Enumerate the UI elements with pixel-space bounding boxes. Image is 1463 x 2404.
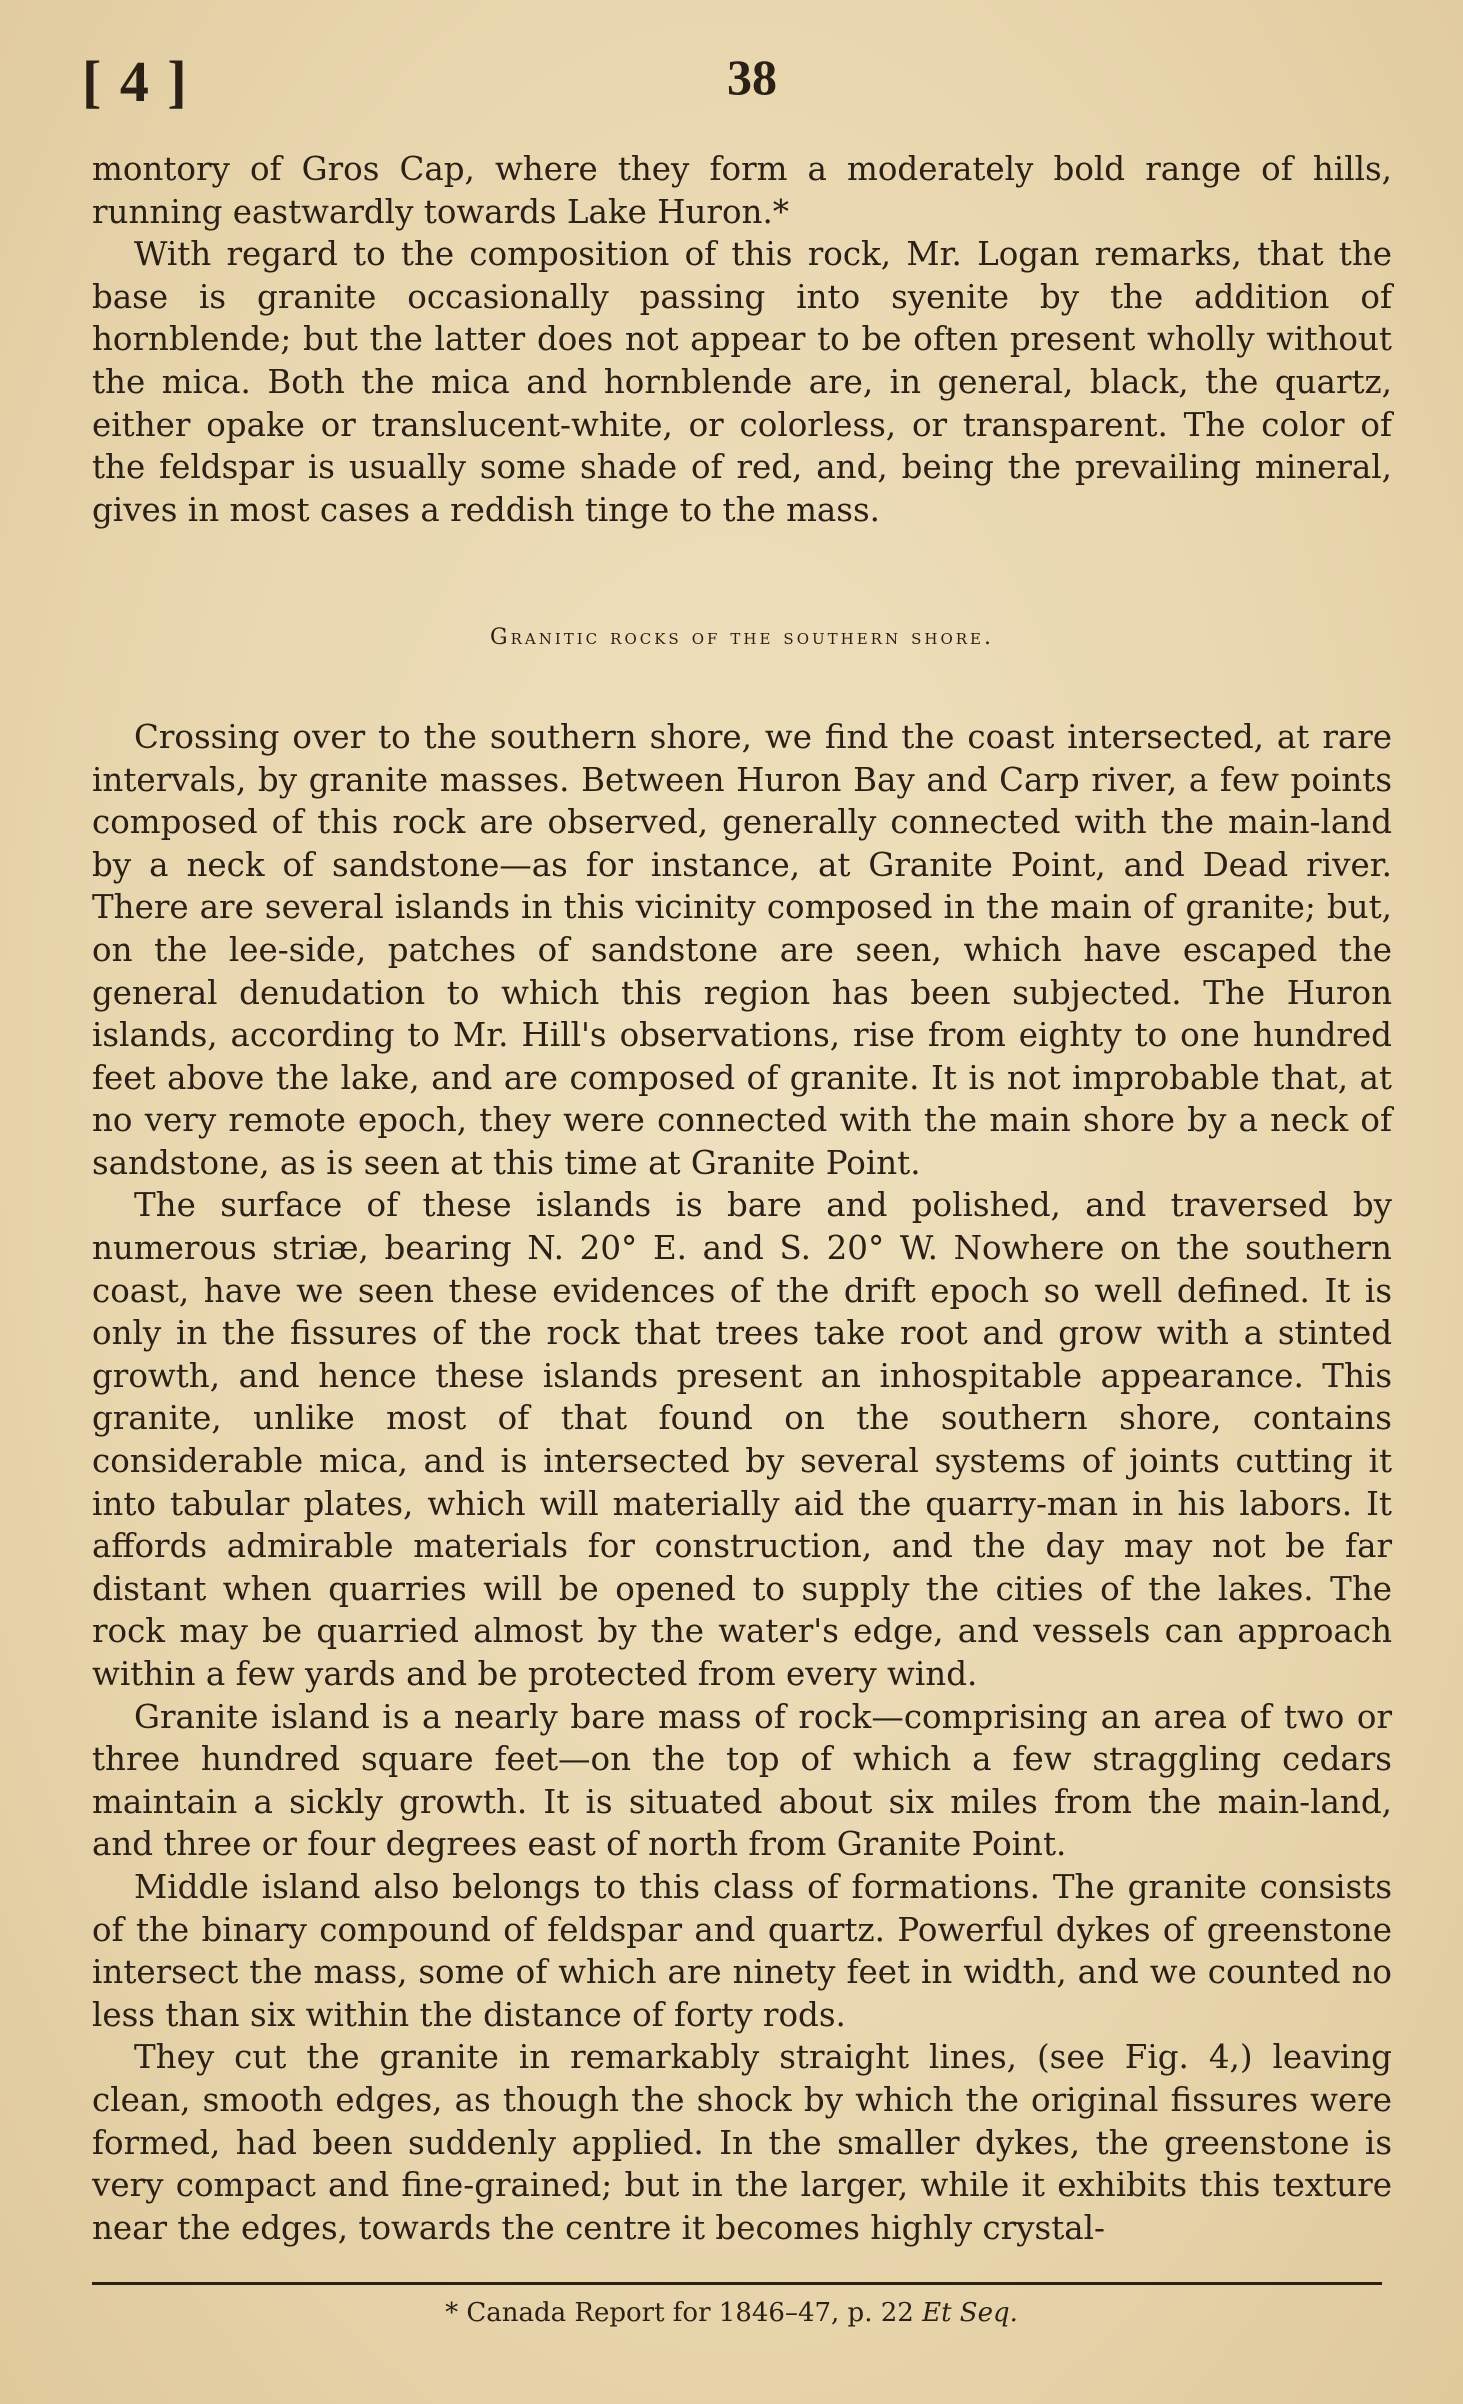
paragraph-granite-island: Granite island is a nearly bare mass of rock—comprising an area of two or three hundred square feet—on the top of which a few straggling cedars maintain a sickly growth. It is situated about six miles from the main-land, and three or four degrees east of north from Granite Point. bbox=[92, 1697, 1392, 1864]
paragraph-islands-surface: The surface of these islands is bare and polished, and traversed by numerous striæ, bearing N. 20° E. and S. 20° W. Nowhere on the southern coast, have we seen these evidences of the drift epoch so well defined. It is only in the fissures of the rock that trees take root and grow with a stinted growth, and hence these islands present an inhospitable appearance. This granite, unlike most of that found on the southern shore, contains considerable mica, and is intersected by several systems of joints cutting it into tabular plates, which will materially aid the quarry-man in his labors. It affords admirable materials for construction, and the day may not be far distant when quarries will be opened to supply the cities of the lakes. The rock may be quarried almost by the water's edge, and vessels can approach within a few yards and be protected from every wind. bbox=[92, 1186, 1392, 1693]
paragraph-middle-island: Middle island also belongs to this class of formations. The granite consists of the binary compound of feldspar and quartz. Powerful dykes of greenstone intersect the mass, some of which are ninety feet in width, and we counted no less than six within the distance of forty rods. bbox=[92, 1867, 1392, 2034]
paragraph-dykes: They cut the granite in remarkably straight lines, (see Fig. 4,) leaving clean, smooth edges, as though the shock by which the original fissures were formed, had been suddenly applied. In the smaller dykes, the greenstone is very compact and fine-grained; but in the larger, while it exhibits this texture near the edges, towards the centre it becomes highly crystal- bbox=[92, 2038, 1392, 2247]
footnote-text: * Canada Report for 1846–47, p. 22 bbox=[445, 2298, 914, 2328]
paragraph-composition: With regard to the composition of this rock, Mr. Logan remarks, that the base is granite occasionally passing into syenite by the addition of hornblende; but the latter does not appear to be often present wholly without the mica. Both the mica and hornblende are, in general, black, the quartz, either opake or translucent-white, or colorless, or transparent. The color of the feldspar is usually some shade of red, and, being the prevailing mineral, gives in most cases a reddish tinge to the mass. bbox=[92, 235, 1392, 529]
footnote-divider bbox=[92, 2282, 1382, 2285]
paragraph-southern-shore: Crossing over to the southern shore, we find the coast intersected, at rare intervals, by granite masses. Between Huron Bay and Carp river, a few points composed of this rock are observed, generally connected with the main-land by a neck of sandstone—as for instance, at Granite Point, and Dead river. There are several islands in this vicinity composed in the main of granite; but, on the lee-side, patches of sandstone are seen, which have escaped the general denudation to which this region has been subjected. The Huron islands, according to Mr. Hill's observations, rise from eighty to one hundred feet above the lake, and are composed of granite. It is not improbable that, at no very remote epoch, they were connected with the main shore by a neck of sandstone, as is seen at this time at Granite Point. bbox=[92, 717, 1392, 1182]
paragraph-continuation: montory of Gros Cap, where they form a moderately bold range of hills, running eastwardly towards Lake Huron.* bbox=[92, 150, 1392, 231]
page-number: 38 bbox=[727, 49, 777, 105]
page-body bbox=[92, 148, 1392, 2249]
page-header bbox=[82, 48, 1381, 118]
footnote-italic: Et Seq. bbox=[922, 2298, 1018, 2328]
document-number: [ 4 ] bbox=[82, 49, 189, 114]
footnote bbox=[0, 2298, 1463, 2328]
section-heading: Granitic rocks of the southern shore. bbox=[490, 625, 994, 651]
